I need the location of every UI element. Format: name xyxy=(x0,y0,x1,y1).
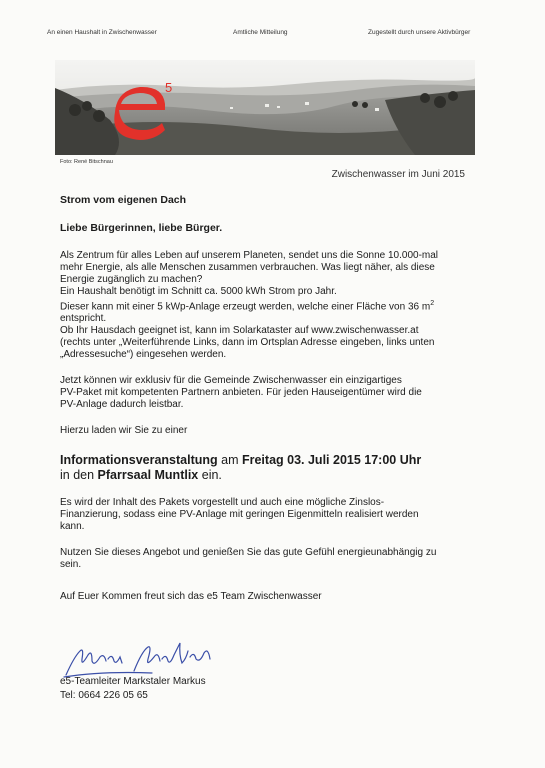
text-line: PV-Anlage dadurch leistbar. xyxy=(60,399,184,411)
text-line: Ein Haushalt benötigt im Schnitt ca. 5000 kWh Strom pro Jahr. xyxy=(60,286,337,297)
event-location: Pfarrsaal Muntlix xyxy=(97,468,199,483)
salutation: Liebe Bürgerinnen, liebe Bürger. xyxy=(60,222,223,234)
paragraph-4 xyxy=(60,497,472,533)
invite-line: Hierzu laden wir Sie zu einer xyxy=(60,425,188,437)
text-line: mehr Energie, als alle Menschen zusammen verbrauchen. Was liegt näher, als diese xyxy=(60,262,435,273)
area-superscript: 2 xyxy=(430,300,435,307)
letter-body xyxy=(60,194,472,603)
paragraph-5 xyxy=(60,547,472,571)
photo-credit: Foto: René Bitschnau xyxy=(60,159,113,165)
text-line: entspricht. xyxy=(60,313,107,325)
header-center: Amtliche Mitteilung xyxy=(233,29,288,36)
text-line: „Adressesuche“) eingesehen werden. xyxy=(60,349,227,361)
closing-line: Auf Euer Kommen freut sich das e5 Team Zwischenwasser xyxy=(60,591,322,603)
text-line: Es wird der Inhalt des Pakets vorgestellt und auch eine mögliche Zinslos- xyxy=(60,497,385,509)
text-line: Ob Ihr Hausdach geeignet ist, kann im Solarkataster auf www.zwischenwasser.at xyxy=(60,325,419,337)
paragraph-2 xyxy=(60,375,472,411)
logo-number: 5 xyxy=(165,80,173,95)
event-connector: in den xyxy=(60,468,98,483)
event-name: Informationsveranstaltung xyxy=(60,453,218,468)
text-line: Als Zentrum für alles Leben auf unserem Planeten, sendet uns die Sonne 10.000-mal xyxy=(60,250,439,261)
text-line: Energie zugänglich zu machen? xyxy=(60,274,203,285)
landscape-image xyxy=(55,60,475,155)
text-line: kann. xyxy=(60,521,85,533)
text-line: sein. xyxy=(60,559,82,571)
event-connector: am xyxy=(217,453,242,468)
header-right: Zugestellt durch unsere Aktivbürger xyxy=(368,29,471,36)
event-line-2 xyxy=(60,468,472,483)
hero-photo xyxy=(55,60,475,155)
handwritten-signature xyxy=(62,637,232,679)
text-line xyxy=(60,298,472,313)
dateline: Zwischenwasser im Juni 2015 xyxy=(331,169,465,180)
signatory-role: e5-Teamleiter Markstaler Markus xyxy=(60,676,206,687)
text-line: Finanzierung, sodass eine PV-Anlage mit geringen Eigenmitteln realisiert werden xyxy=(60,509,419,521)
signatory-phone: Tel: 0664 226 05 65 xyxy=(60,690,148,701)
letter-title: Strom vom eigenen Dach xyxy=(60,194,187,206)
text-line: (rechts unter „Weiterführende Links, dann im Ortsplan Adresse eingeben, links unten xyxy=(60,337,435,349)
event-announcement xyxy=(60,453,472,483)
text-line: PV-Paket mit kompetenten Partnern anbieten. Für jeden Hauseigentümer wird die xyxy=(60,387,422,399)
event-line-1 xyxy=(60,453,472,468)
text-line: Nutzen Sie dieses Angebot und genießen Sie das gute Gefühl energieunabhängig zu xyxy=(60,547,437,559)
event-connector: ein. xyxy=(198,468,222,483)
header-left: An einen Haushalt in Zwischenwasser xyxy=(47,29,157,36)
event-date: Freitag 03. Juli 2015 17:00 Uhr xyxy=(241,453,422,468)
paragraph-1 xyxy=(60,250,472,361)
area-text: Dieser kann mit einer 5 kWp-Anlage erzeugt werden, welche einer Fläche von 36 m xyxy=(60,301,431,313)
text-line: Jetzt können wir exklusiv für die Gemeinde Zwischenwasser ein einzigartiges xyxy=(60,375,402,387)
